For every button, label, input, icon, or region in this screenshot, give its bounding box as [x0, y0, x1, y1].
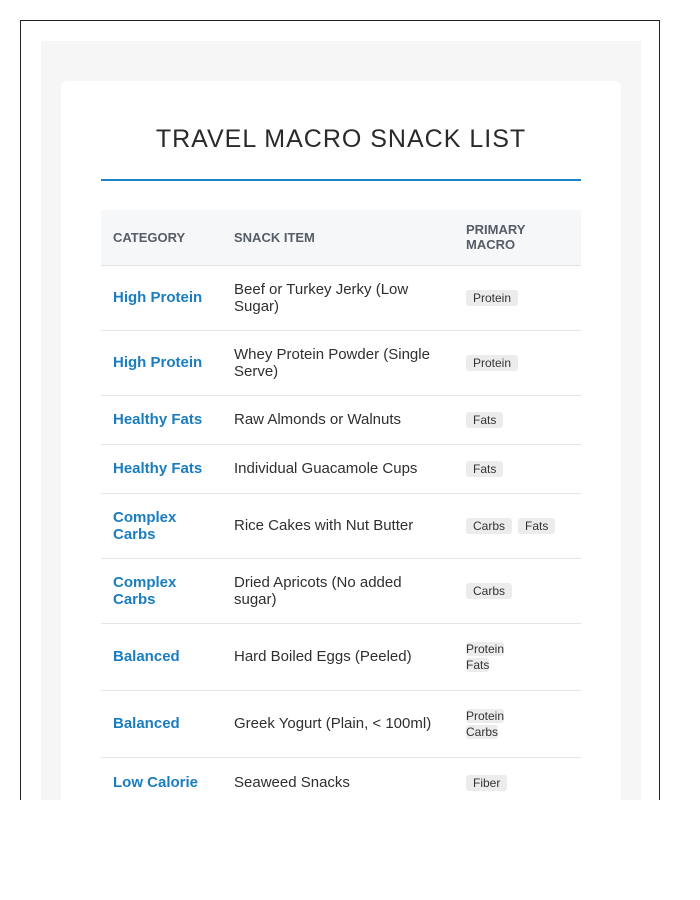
row-macros	[454, 623, 581, 690]
row-category: Low Calorie	[101, 757, 222, 800]
row-snack-item: Beef or Turkey Jerky (Low Sugar)	[222, 265, 454, 330]
macro-tag: Protein	[466, 355, 518, 371]
macro-tag: Carbs	[466, 518, 512, 534]
row-macros	[454, 690, 581, 757]
macro-tag: Fats	[518, 518, 555, 534]
table-row	[101, 395, 581, 444]
table-header-row	[101, 210, 581, 265]
row-snack-item: Hard Boiled Eggs (Peeled)	[222, 623, 454, 690]
row-snack-item: Seaweed Snacks	[222, 757, 454, 800]
row-category: Complex Carbs	[101, 493, 222, 558]
row-macros	[454, 493, 581, 558]
table-row	[101, 690, 581, 757]
row-category: High Protein	[101, 265, 222, 330]
row-category: High Protein	[101, 330, 222, 395]
row-category: Balanced	[101, 690, 222, 757]
macro-tag: Protein	[466, 708, 505, 723]
macro-tag: Fats	[466, 461, 503, 477]
row-macros	[454, 395, 581, 444]
table-row	[101, 757, 581, 800]
macro-tag: Fiber	[466, 775, 507, 791]
row-snack-item: Greek Yogurt (Plain, < 100ml)	[222, 690, 454, 757]
row-category: Healthy Fats	[101, 444, 222, 493]
row-category: Complex Carbs	[101, 558, 222, 623]
macro-tag: Carbs	[466, 583, 512, 599]
header-primary-macro: PRIMARY MACRO	[454, 210, 581, 265]
header-snack-item: SNACK ITEM	[222, 210, 454, 265]
table-row	[101, 265, 581, 330]
page-title: TRAVEL MACRO SNACK LIST	[155, 125, 527, 153]
row-snack-item: Rice Cakes with Nut Butter	[222, 493, 454, 558]
row-macros	[454, 757, 581, 800]
header-category: CATEGORY	[101, 210, 222, 265]
page-background	[41, 41, 641, 800]
row-snack-item: Whey Protein Powder (Single Serve)	[222, 330, 454, 395]
row-macros	[454, 444, 581, 493]
snack-list-card	[61, 81, 621, 800]
row-category: Healthy Fats	[101, 395, 222, 444]
macro-tag: Protein	[466, 641, 505, 656]
row-snack-item: Raw Almonds or Walnuts	[222, 395, 454, 444]
table-row	[101, 623, 581, 690]
document-frame	[20, 20, 660, 800]
row-snack-item: Dried Apricots (No added sugar)	[222, 558, 454, 623]
row-macros	[454, 330, 581, 395]
macro-tag: Fats	[466, 412, 503, 428]
macro-tag: Carbs	[466, 724, 499, 739]
table-row	[101, 493, 581, 558]
snack-table	[101, 210, 581, 800]
row-snack-item: Individual Guacamole Cups	[222, 444, 454, 493]
table-row	[101, 330, 581, 395]
title-divider	[101, 179, 581, 181]
macro-tag: Protein	[466, 290, 518, 306]
macro-tag: Fats	[466, 657, 490, 672]
table-row	[101, 558, 581, 623]
table-row	[101, 444, 581, 493]
row-macros	[454, 558, 581, 623]
row-macros	[454, 265, 581, 330]
row-category: Balanced	[101, 623, 222, 690]
